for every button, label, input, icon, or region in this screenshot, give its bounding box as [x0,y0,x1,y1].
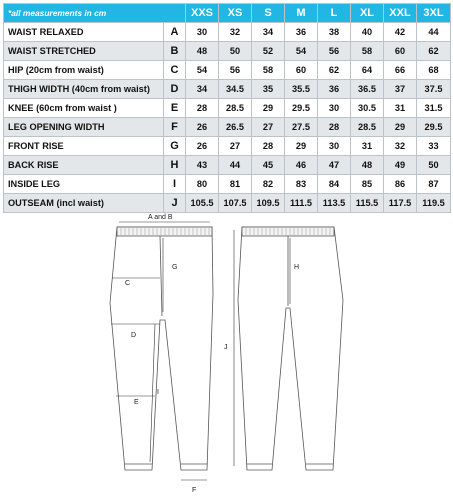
table-row [4,137,451,156]
front-waistband [117,227,212,236]
measurement-value: 80 [186,175,219,194]
measurement-value: 36 [318,80,351,99]
measurement-value: 29.5 [417,118,451,137]
measurement-value: 27 [252,118,285,137]
table-row [4,80,451,99]
size-chart-table [3,3,451,213]
measurement-label: HIP (20cm from waist) [4,61,164,80]
measurement-code: F [164,118,186,137]
measurement-label: WAIST STRETCHED [4,42,164,61]
measurement-code: E [164,99,186,118]
measurement-value: 26.5 [219,118,252,137]
measurement-value: 62 [417,42,451,61]
measurement-value: 31 [351,137,384,156]
measurement-value: 36 [285,23,318,42]
measurement-value: 34 [186,80,219,99]
table-row [4,23,451,42]
measurement-value: 33 [417,137,451,156]
measurement-value: 68 [417,61,451,80]
measurement-label: WAIST RELAXED [4,23,164,42]
measurement-value: 42 [384,23,417,42]
label-j: J [224,344,228,351]
label-d: D [131,332,137,339]
measurement-label: OUTSEAM (incl waist) [4,194,164,213]
measurement-code: D [164,80,186,99]
measurement-code: B [164,42,186,61]
measurement-value: 81 [219,175,252,194]
measurement-value: 35.5 [285,80,318,99]
measurement-note: *all measurements in cm [4,4,186,23]
measurement-value: 28.5 [219,99,252,118]
measurement-value: 48 [351,156,384,175]
measurement-value: 82 [252,175,285,194]
back-pants-outline [238,227,343,470]
size-header: XXS [186,4,219,23]
measurement-value: 29 [252,99,285,118]
measurement-value: 37 [384,80,417,99]
measurement-value: 111.5 [285,194,318,213]
measurement-value: 30 [186,23,219,42]
size-header: XS [219,4,252,23]
pants-diagram [0,208,453,500]
measurement-label: INSIDE LEG [4,175,164,194]
measurement-value: 115.5 [351,194,384,213]
measurement-value: 66 [384,61,417,80]
measurement-code: C [164,61,186,80]
measurement-value: 34 [252,23,285,42]
measurement-value: 105.5 [186,194,219,213]
measurement-value: 117.5 [384,194,417,213]
measurement-label: BACK RISE [4,156,164,175]
measurement-value: 119.5 [417,194,451,213]
front-center-seam [160,236,162,316]
size-header: 3XL [417,4,451,23]
measurement-value: 28 [318,118,351,137]
measurement-value: 107.5 [219,194,252,213]
measurement-code: J [164,194,186,213]
measurement-value: 31 [384,99,417,118]
measurement-value: 113.5 [318,194,351,213]
measurement-value: 43 [186,156,219,175]
measurement-value: 32 [219,23,252,42]
measurement-value: 56 [219,61,252,80]
measurement-value: 30 [318,99,351,118]
size-header: XL [351,4,384,23]
measurement-value: 60 [285,61,318,80]
measurement-value: 85 [351,175,384,194]
size-header: S [252,4,285,23]
measurement-value: 58 [252,61,285,80]
measurement-value: 60 [384,42,417,61]
measurement-value: 27.5 [285,118,318,137]
measurement-value: 86 [384,175,417,194]
measurement-label: KNEE (60cm from waist ) [4,99,164,118]
measurement-label: FRONT RISE [4,137,164,156]
measurement-value: 31.5 [417,99,451,118]
measurement-value: 40 [351,23,384,42]
label-h: H [294,264,300,271]
measurement-value: 29 [285,137,318,156]
measurement-value: 26 [186,118,219,137]
measurement-code: I [164,175,186,194]
measurement-code: A [164,23,186,42]
measurement-value: 45 [252,156,285,175]
measurement-value: 109.5 [252,194,285,213]
measurement-value: 32 [384,137,417,156]
measurement-value: 29.5 [285,99,318,118]
measurement-value: 56 [318,42,351,61]
measurement-value: 38 [318,23,351,42]
measure-i [150,324,155,462]
size-header: XXL [384,4,417,23]
measurement-value: 62 [318,61,351,80]
measurement-value: 84 [318,175,351,194]
table-row [4,175,451,194]
measurement-value: 44 [417,23,451,42]
measurement-value: 46 [285,156,318,175]
measurement-value: 34.5 [219,80,252,99]
measurement-value: 49 [384,156,417,175]
label-g: G [172,264,178,271]
label-c: C [125,280,131,287]
back-waistband [242,227,334,236]
measurement-value: 28.5 [351,118,384,137]
measurement-value: 48 [186,42,219,61]
measurement-value: 54 [285,42,318,61]
measurement-value: 83 [285,175,318,194]
size-header: M [285,4,318,23]
measurement-code: H [164,156,186,175]
header-row [4,4,451,23]
measurement-label: THIGH WIDTH (40cm from waist) [4,80,164,99]
measurement-value: 64 [351,61,384,80]
measurement-value: 28 [252,137,285,156]
measurement-value: 58 [351,42,384,61]
measurement-value: 47 [318,156,351,175]
measurement-value: 37.5 [417,80,451,99]
measurement-value: 52 [252,42,285,61]
measurement-value: 30.5 [351,99,384,118]
measurement-value: 50 [219,42,252,61]
measurement-value: 27 [219,137,252,156]
size-header: L [318,4,351,23]
table-row [4,99,451,118]
table-row [4,61,451,80]
table-row [4,156,451,175]
label-i: I [157,389,159,396]
measurement-value: 35 [252,80,285,99]
measurement-value: 50 [417,156,451,175]
label-a-and-b: A and B [148,214,173,221]
label-f: F [192,487,197,494]
front-pants-outline [110,227,213,470]
measurement-value: 54 [186,61,219,80]
table-row [4,42,451,61]
measurement-value: 30 [318,137,351,156]
size-chart-body [4,23,451,213]
measurement-value: 87 [417,175,451,194]
measurement-label: LEG OPENING WIDTH [4,118,164,137]
measurement-value: 29 [384,118,417,137]
measurement-code: G [164,137,186,156]
label-e: E [134,399,139,406]
table-row [4,118,451,137]
measurement-value: 36.5 [351,80,384,99]
measurement-value: 26 [186,137,219,156]
measurement-value: 28 [186,99,219,118]
measurement-value: 44 [219,156,252,175]
